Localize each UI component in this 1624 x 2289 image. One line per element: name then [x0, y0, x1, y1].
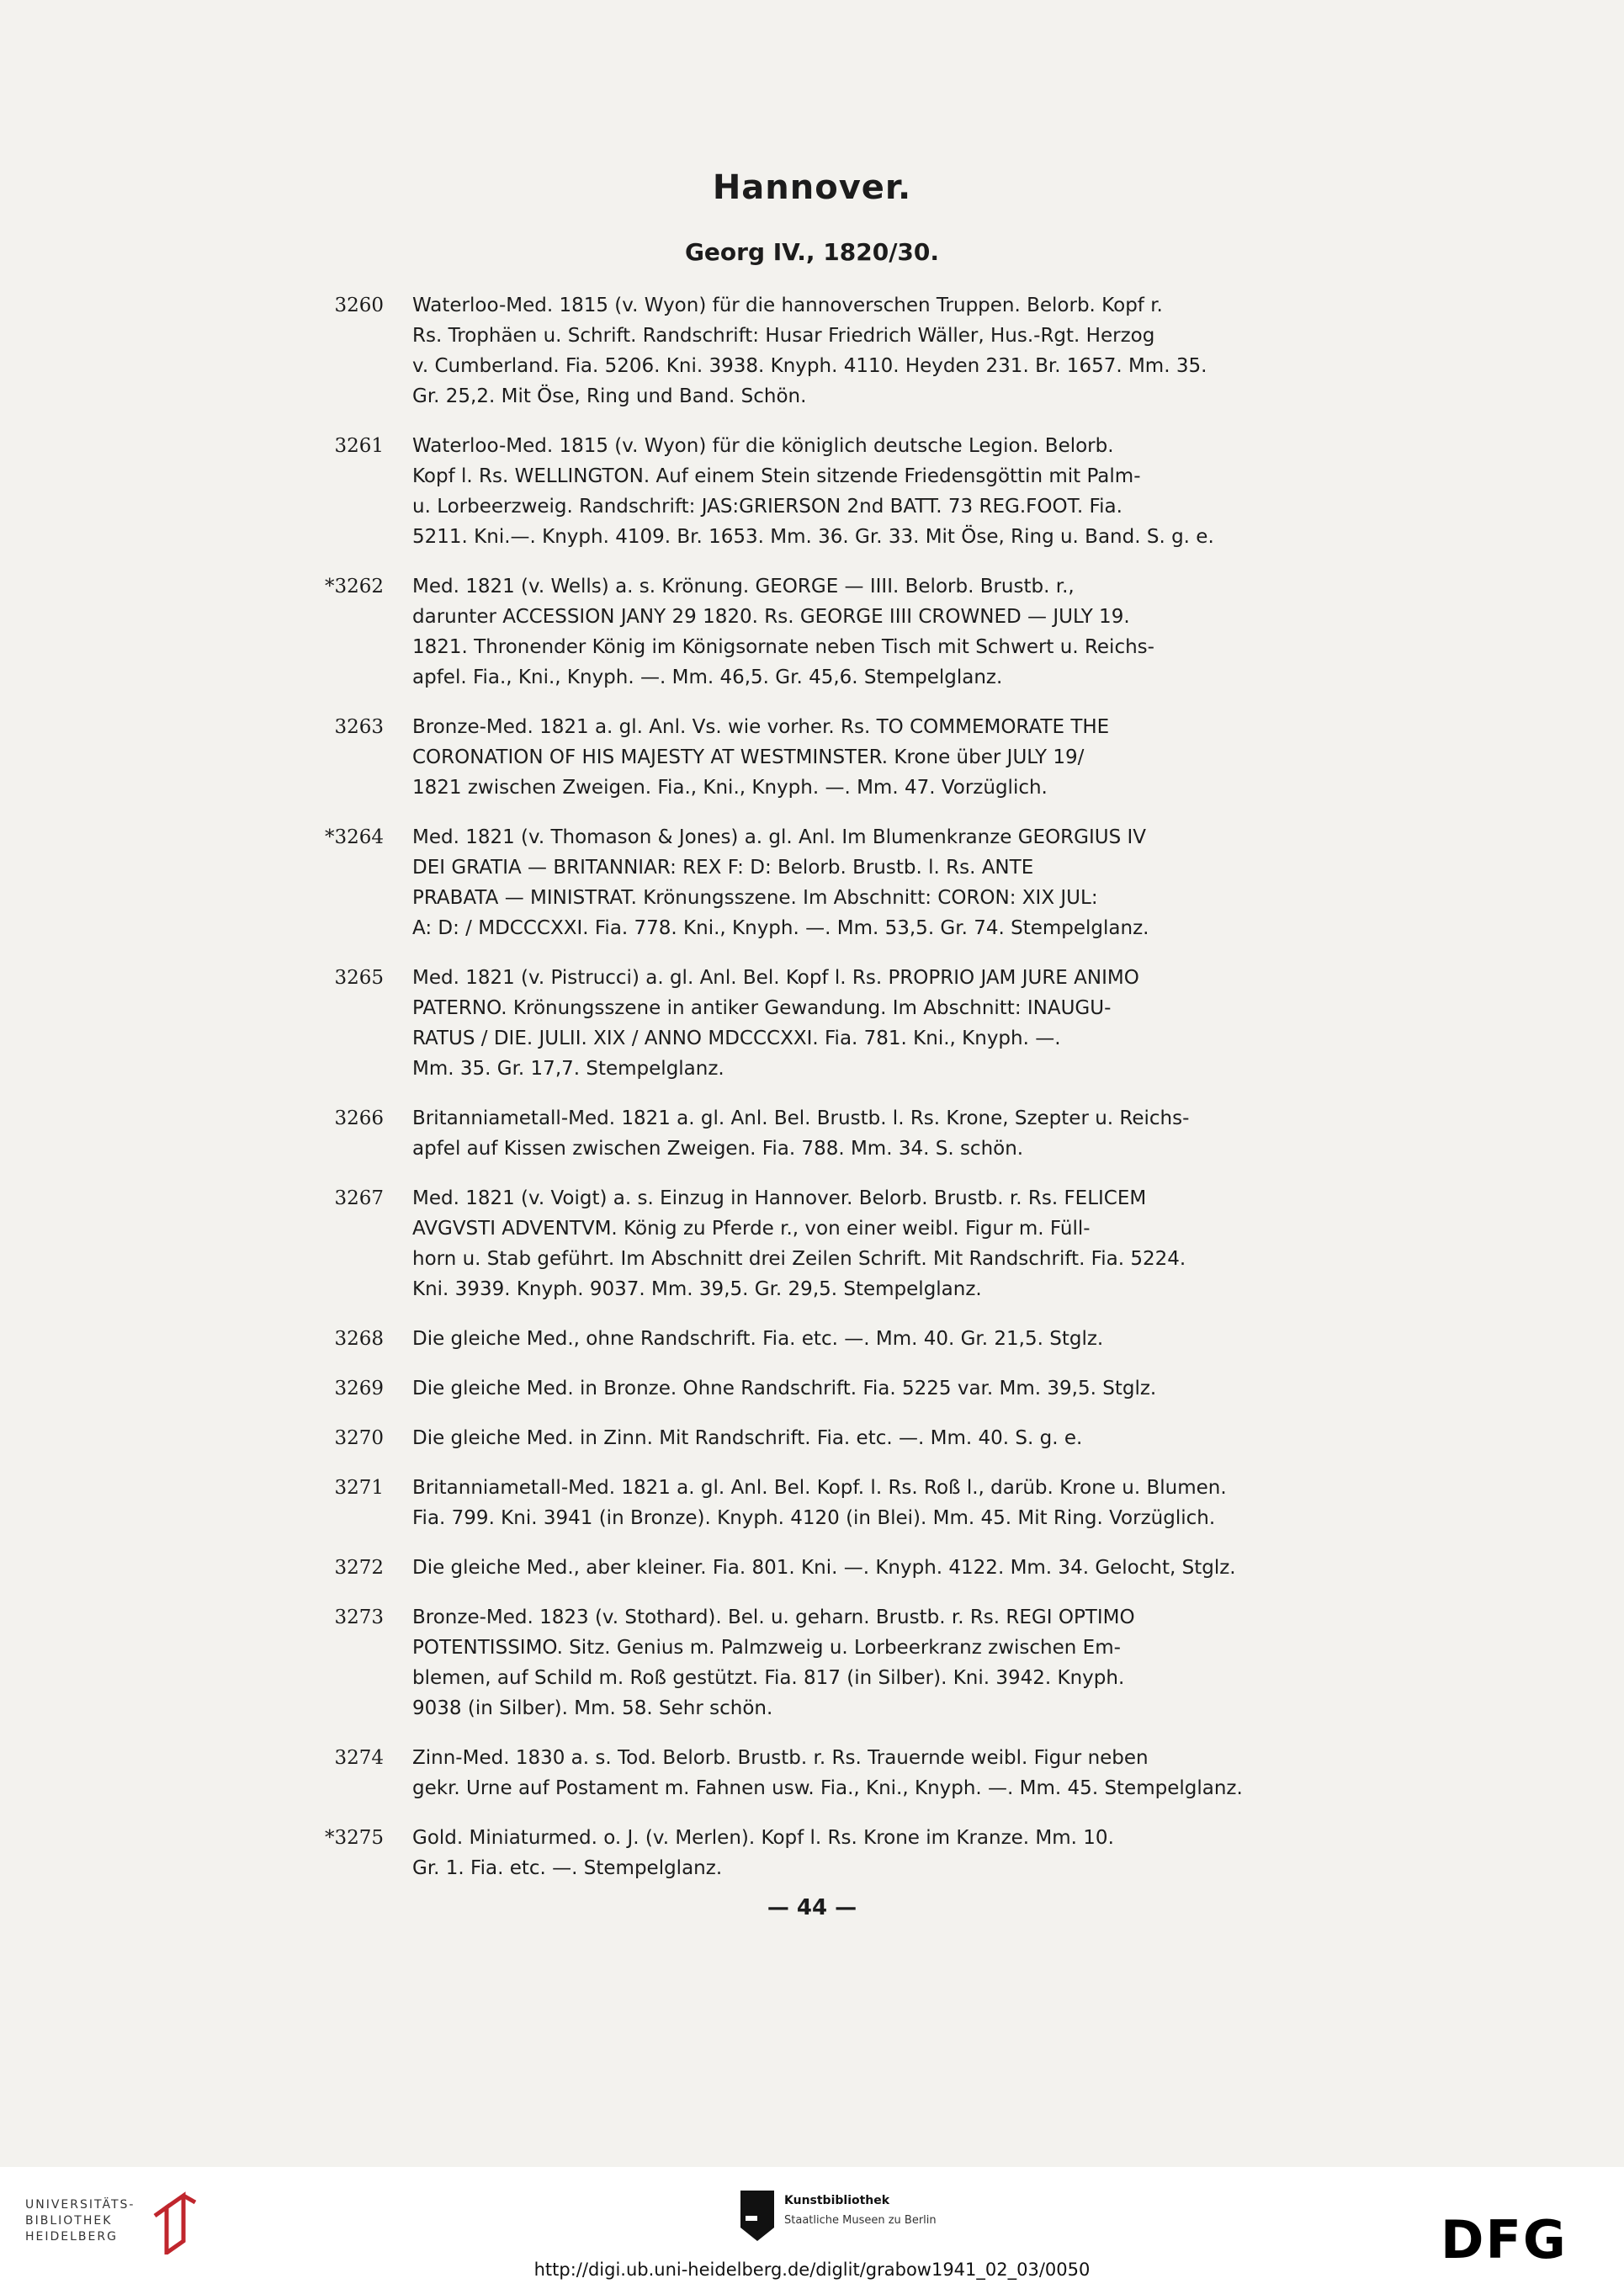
- university-line: HEIDELBERG: [25, 2230, 118, 2244]
- entry-number: 3265: [334, 967, 384, 989]
- catalog-entry: [0, 1602, 1624, 1723]
- entry-line: RATUS / DIE. JULII. XIX / ANNO MDCCCXXI. Fia. 781. Kni., Knyph. —.: [412, 1028, 1061, 1049]
- entry-description: [412, 1183, 1367, 1304]
- page-number: — 44 —: [767, 1895, 857, 1920]
- entry-line: Die gleiche Med. in Bronze. Ohne Randschrift. Fia. 5225 var. Mm. 39,5. Stglz.: [412, 1378, 1157, 1399]
- entry-number: 3267: [334, 1187, 384, 1209]
- entry-description: [412, 1423, 1367, 1453]
- catalog-entry: [0, 1183, 1624, 1304]
- kunstbibliothek-logo-icon: [740, 2191, 774, 2241]
- entry-line: PRABATA — MINISTRAT. Krönungsszene. Im Abschnitt: CORON: XIX JUL:: [412, 887, 1098, 909]
- entry-line: darunter ACCESSION JANY 29 1820. Rs. GEORGE IIII CROWNED — JULY 19.: [412, 606, 1130, 628]
- catalog-entry: [0, 1823, 1624, 1883]
- entry-line: 5211. Kni.—. Knyph. 4109. Br. 1653. Mm. 36. Gr. 33. Mit Öse, Ring u. Band. S. g. e.: [412, 526, 1214, 548]
- entry-description: [412, 1553, 1367, 1583]
- entry-line: Waterloo-Med. 1815 (v. Wyon) für die königlich deutsche Legion. Belorb.: [412, 435, 1114, 457]
- entry-line: 1821. Thronender König im Königsornate neben Tisch mit Schwert u. Reichs-: [412, 636, 1154, 658]
- entry-line: Kni. 3939. Knyph. 9037. Mm. 39,5. Gr. 29,5. Stempelglanz.: [412, 1278, 982, 1300]
- entry-line: v. Cumberland. Fia. 5206. Kni. 3938. Knyph. 4110. Heyden 231. Br. 1657. Mm. 35.: [412, 355, 1207, 377]
- entry-line: Rs. Trophäen u. Schrift. Randschrift: Husar Friedrich Wäller, Hus.-Rgt. Herzog: [412, 325, 1155, 347]
- viewer-footer: [0, 2167, 1624, 2289]
- entry-line: A: D: / MDCCCXXI. Fia. 778. Kni., Knyph. —. Mm. 53,5. Gr. 74. Stempelglanz.: [412, 917, 1149, 939]
- page-title: Hannover.: [712, 168, 912, 207]
- catalog-entry: [0, 290, 1624, 412]
- catalog-entry: [0, 431, 1624, 552]
- entry-description: [412, 822, 1367, 943]
- entry-number: 3271: [334, 1477, 384, 1499]
- catalog-entry: [0, 1423, 1624, 1453]
- entry-number: 3270: [334, 1427, 384, 1449]
- entry-line: Med. 1821 (v. Voigt) a. s. Einzug in Hannover. Belorb. Brustb. r. Rs. FELICEM: [412, 1187, 1147, 1209]
- entry-number: 3269: [334, 1378, 384, 1399]
- entry-number: *3264: [324, 826, 384, 848]
- university-logo-icon[interactable]: [150, 2191, 200, 2254]
- catalog-entry: [0, 712, 1624, 803]
- entry-description: [412, 290, 1367, 412]
- entry-line: u. Lorbeerzweig. Randschrift: JAS:GRIERSON 2nd BATT. 73 REG.FOOT. Fia.: [412, 496, 1122, 518]
- entry-description: [412, 571, 1367, 693]
- entry-line: Bronze-Med. 1823 (v. Stothard). Bel. u. geharn. Brustb. r. Rs. REGI OPTIMO: [412, 1607, 1135, 1628]
- catalog-entry: [0, 963, 1624, 1084]
- entry-line: Die gleiche Med., aber kleiner. Fia. 801. Kni. —. Knyph. 4122. Mm. 34. Gelocht, Stglz.: [412, 1557, 1236, 1579]
- entry-description: [412, 1743, 1367, 1803]
- entry-description: [412, 1823, 1367, 1883]
- entry-line: CORONATION OF HIS MAJESTY AT WESTMINSTER. Krone über JULY 19/: [412, 746, 1085, 768]
- kunstbibliothek-logo[interactable]: [740, 2191, 993, 2249]
- entry-description: [412, 712, 1367, 803]
- entry-number: 3274: [334, 1747, 384, 1769]
- entry-line: PATERNO. Krönungsszene in antiker Gewandung. Im Abschnitt: INAUGU-: [412, 997, 1112, 1019]
- university-line: BIBLIOTHEK: [25, 2214, 113, 2228]
- entry-number: 3266: [334, 1107, 384, 1129]
- entry-number: 3260: [334, 295, 384, 316]
- entry-line: Waterloo-Med. 1815 (v. Wyon) für die hannoverschen Truppen. Belorb. Kopf r.: [412, 295, 1163, 316]
- entry-line: Britanniametall-Med. 1821 a. gl. Anl. Bel. Brustb. l. Rs. Krone, Szepter u. Reichs-: [412, 1107, 1190, 1129]
- library-title: Kunstbibliothek: [784, 2194, 890, 2207]
- entry-line: Britanniametall-Med. 1821 a. gl. Anl. Bel. Kopf. l. Rs. Roß l., darüb. Krone u. Blumen.: [412, 1477, 1227, 1499]
- entry-number: *3275: [324, 1827, 384, 1849]
- entry-line: 9038 (in Silber). Mm. 58. Sehr schön.: [412, 1697, 773, 1719]
- entry-description: [412, 1324, 1367, 1354]
- entry-line: 1821 zwischen Zweigen. Fia., Kni., Knyph. —. Mm. 47. Vorzüglich.: [412, 777, 1048, 799]
- entry-line: Die gleiche Med., ohne Randschrift. Fia. etc. —. Mm. 40. Gr. 21,5. Stglz.: [412, 1328, 1104, 1350]
- entry-line: Kopf l. Rs. WELLINGTON. Auf einem Stein sitzende Friedensgöttin mit Palm-: [412, 465, 1141, 487]
- entry-description: [412, 1103, 1367, 1164]
- catalog-entry: [0, 1324, 1624, 1354]
- section-subtitle: Georg IV., 1820/30.: [684, 238, 940, 266]
- entry-number: 3261: [334, 435, 384, 457]
- entry-line: Gold. Miniaturmed. o. J. (v. Merlen). Kopf l. Rs. Krone im Kranze. Mm. 10.: [412, 1827, 1114, 1849]
- entry-line: apfel auf Kissen zwischen Zweigen. Fia. 788. Mm. 34. S. schön.: [412, 1138, 1024, 1160]
- entry-line: Med. 1821 (v. Wells) a. s. Krönung. GEORGE — IIII. Belorb. Brustb. r.,: [412, 576, 1075, 597]
- entry-line: horn u. Stab geführt. Im Abschnitt drei Zeilen Schrift. Mit Randschrift. Fia. 5224.: [412, 1248, 1186, 1270]
- entry-description: [412, 431, 1367, 552]
- entry-description: [412, 963, 1367, 1084]
- entry-line: Gr. 25,2. Mit Öse, Ring und Band. Schön.: [412, 385, 807, 407]
- entry-line: POTENTISSIMO. Sitz. Genius m. Palmzweig u. Lorbeerkranz zwischen Em-: [412, 1637, 1121, 1659]
- entry-line: AVGVSTI ADVENTVM. König zu Pferde r., von einer weibl. Figur m. Füll-: [412, 1218, 1091, 1240]
- entry-line: Med. 1821 (v. Thomason & Jones) a. gl. Anl. Im Blumenkranze GEORGIUS IV: [412, 826, 1147, 848]
- entry-number: 3268: [334, 1328, 384, 1350]
- entry-line: Zinn-Med. 1830 a. s. Tod. Belorb. Brustb. r. Rs. Trauernde weibl. Figur neben: [412, 1747, 1149, 1769]
- entry-number: 3263: [334, 716, 384, 738]
- catalog-entry: [0, 822, 1624, 943]
- catalog-entry: [0, 571, 1624, 693]
- entry-line: DEI GRATIA — BRITANNIAR: REX F: D: Belorb. Brustb. l. Rs. ANTE: [412, 857, 1034, 879]
- entry-line: Bronze-Med. 1821 a. gl. Anl. Vs. wie vorher. Rs. TO COMMEMORATE THE: [412, 716, 1110, 738]
- entry-line: gekr. Urne auf Postament m. Fahnen usw. Fia., Kni., Knyph. —. Mm. 45. Stempelglanz.: [412, 1777, 1243, 1799]
- entry-line: Mm. 35. Gr. 17,7. Stempelglanz.: [412, 1058, 724, 1080]
- catalog-entry: [0, 1103, 1624, 1164]
- entry-description: [412, 1602, 1367, 1723]
- dfg-logo[interactable]: DFG: [1441, 2209, 1568, 2270]
- entry-number: 3272: [334, 1557, 384, 1579]
- entry-line: Gr. 1. Fia. etc. —. Stempelglanz.: [412, 1857, 723, 1879]
- university-logo-text[interactable]: [25, 2197, 135, 2245]
- entry-line: Fia. 799. Kni. 3941 (in Bronze). Knyph. 4120 (in Blei). Mm. 45. Mit Ring. Vorzüglich.: [412, 1507, 1216, 1529]
- entry-description: [412, 1473, 1367, 1533]
- entry-line: apfel. Fia., Kni., Knyph. —. Mm. 46,5. Gr. 45,6. Stempelglanz.: [412, 667, 1003, 688]
- entry-line: Med. 1821 (v. Pistrucci) a. gl. Anl. Bel. Kopf l. Rs. PROPRIO JAM JURE ANIMO: [412, 967, 1139, 989]
- entry-number: 3273: [334, 1607, 384, 1628]
- catalog-entry: [0, 1553, 1624, 1583]
- catalog-entry: [0, 1373, 1624, 1404]
- catalog-entry: [0, 1743, 1624, 1803]
- permalink-url[interactable]: http://digi.ub.uni-heidelberg.de/diglit/grabow1941_02_03/0050: [533, 2260, 1091, 2280]
- entry-line: blemen, auf Schild m. Roß gestützt. Fia. 817 (in Silber). Kni. 3942. Knyph.: [412, 1667, 1125, 1689]
- entry-description: [412, 1373, 1367, 1404]
- library-subtitle: Staatliche Museen zu Berlin: [784, 2214, 937, 2227]
- catalog-entry: [0, 1473, 1624, 1533]
- entry-line: Die gleiche Med. in Zinn. Mit Randschrift. Fia. etc. —. Mm. 40. S. g. e.: [412, 1427, 1083, 1449]
- entry-number: *3262: [324, 576, 384, 597]
- university-line: UNIVERSITÄTS-: [25, 2198, 135, 2212]
